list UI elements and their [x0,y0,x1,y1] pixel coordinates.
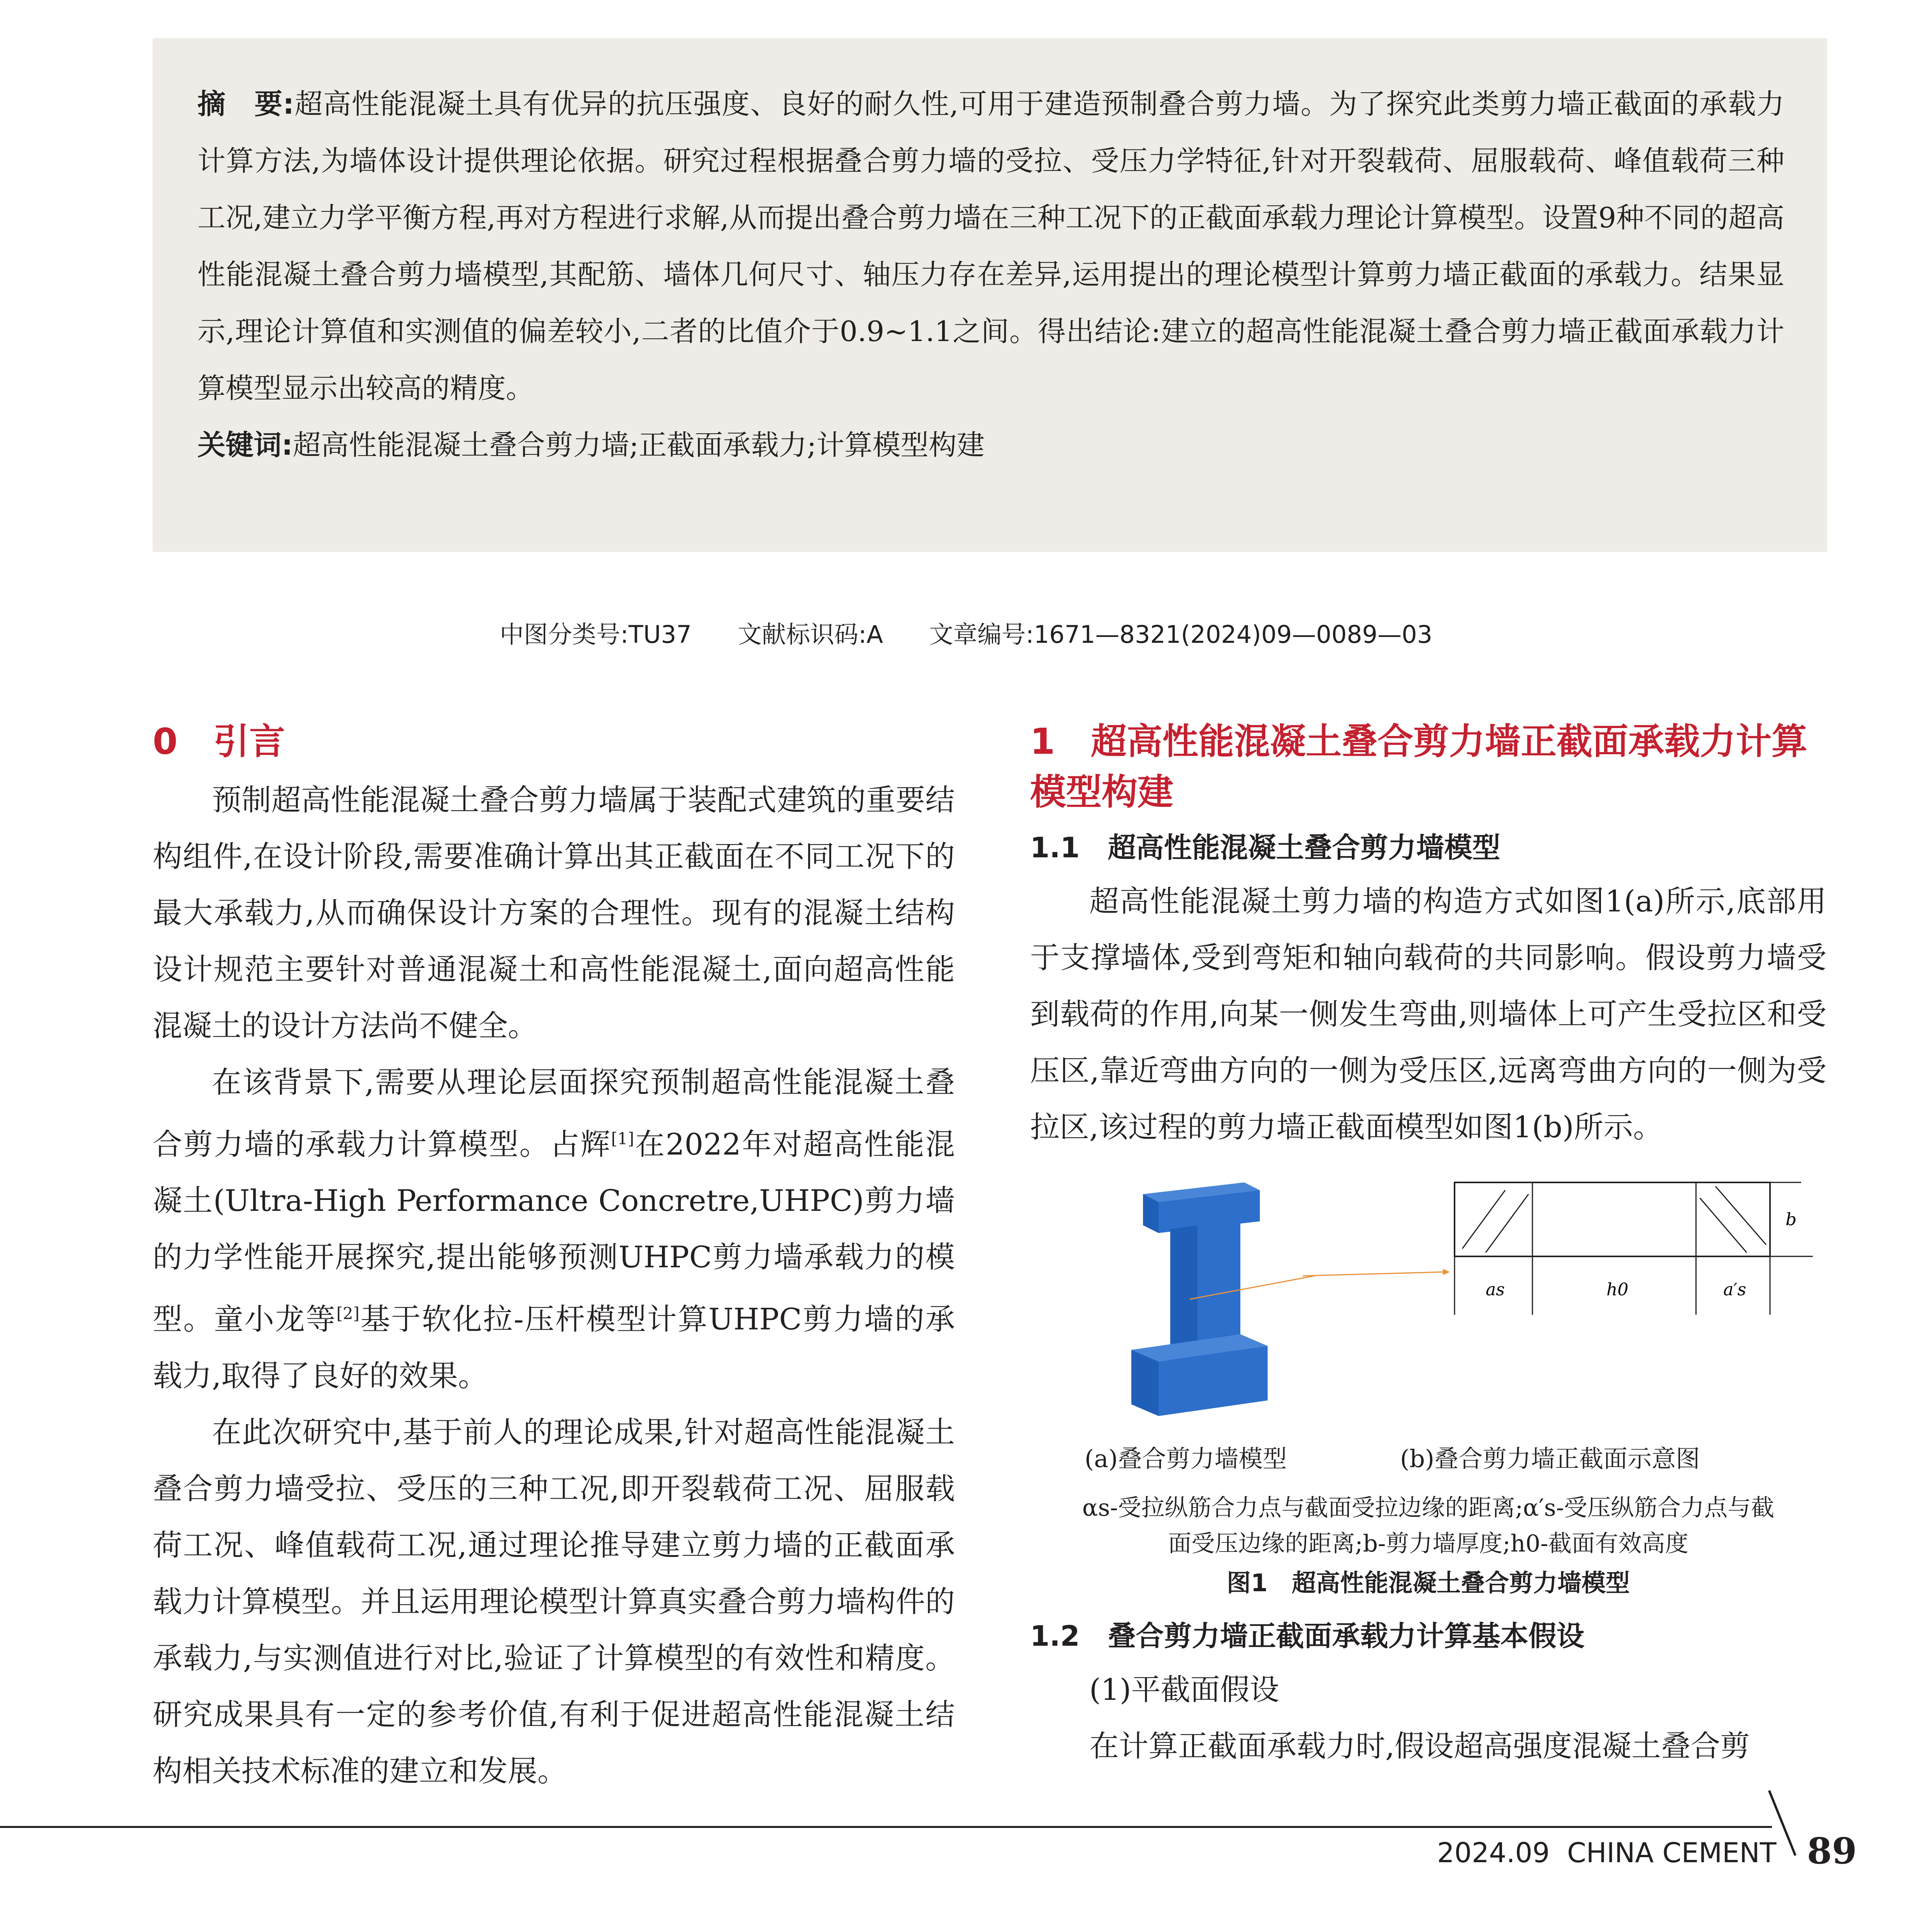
subcaption-b: (b)叠合剪力墙正截面示意图 [1400,1444,1700,1473]
label-b: b [1786,1210,1797,1230]
intro-paragraph-3: 在此次研究中,基于前人的理论成果,针对超高性能混凝土叠合剪力墙受拉、受压的三种工况,即开裂载荷工况、屈服载荷工况、峰值载荷工况,通过理论推导建立剪力墙的正截面承载力计算模型。并且运用理论模型计算真实叠合剪力墙构件的承载力,与实测值进行对比,验证了计算模型的有效性和精度。研究成果具有一定的参考价值,有利于促进超高性能混凝土结构相关技术标准的建立和发展。 [153,1414,955,1788]
assumption-item-1: (1)平截面假设 [1089,1672,1279,1707]
abstract-paragraph [197,76,1784,417]
model-paragraph: 超高性能混凝土剪力墙的构造方式如图1(a)所示,底部用于支撑墙体,受到弯矩和轴向载荷的共同影响。假设剪力墙受到载荷的作用,向某一侧发生弯曲,则墙体上可产生受拉区和受压区,靠近弯曲方向的一侧为受压区,远离弯曲方向的一侧为受拉区,该过程的剪力墙正截面模型如图1(b)所示。 [1030,884,1826,1144]
clc-label: 中图分类号: [499,620,629,649]
subsection-1-2-title: 1.2 叠合剪力墙正截面承载力计算基本假设 [1030,1620,1585,1652]
figure-1 [1030,1163,1826,1611]
article-no-label: 文章编号: [929,620,1034,649]
label-h0: h0 [1606,1280,1629,1300]
keywords-text: 超高性能混凝土叠合剪力墙;正截面承载力;计算模型构建 [292,429,985,461]
right-column [1030,716,1826,1774]
intro-p2-part-c: 基于软化拉-压杆模型计算UHPC剪力墙的承载力,取得了良好的效果。 [153,1302,955,1393]
article-no-value: 1671—8321(2024)09—0089—03 [1034,620,1433,649]
footer-rule [0,1826,1772,1828]
assumption-paragraph: 在计算正截面承载力时,假设超高强度混凝土叠合剪 [1089,1729,1750,1763]
section-0-title: 0 引言 [153,721,285,762]
intro-p2-part-a: 在该背景下,需要从理论层面探究预制超高性能混凝土叠合剪力墙的承载力计算模型。占辉 [153,1065,955,1162]
figure-caption: 图1 超高性能混凝土叠合剪力墙模型 [1226,1569,1630,1597]
subcaption-a: (a)叠合剪力墙模型 [1085,1444,1287,1473]
abstract-label: 摘 要: [197,88,294,120]
intro-p2-part-b: 在2022年对超高性能混凝土(Ultra-High Performance Concretre,UHPC)剪力墙的力学性能开展探究,提出能够预测UHPC剪力墙承载力的模型。童小龙等 [153,1127,955,1337]
cross-section-diagram [1451,1175,1813,1338]
label-as-prime: a′s [1723,1280,1746,1300]
keywords-paragraph [197,417,1784,473]
left-column [153,716,955,1799]
figure-note-line-1: αs-受拉纵筋合力点与截面受拉边缘的距离;α′s-受压纵筋合力点与截 [1082,1494,1774,1522]
intro-paragraph-2 [153,1054,955,1404]
keywords-label: 关键词: [197,429,293,461]
figure-notes [1030,1490,1826,1604]
journal-footer: 2024.09 CHINA CEMENT [1437,1837,1777,1869]
citation-2: [2] [336,1304,360,1323]
subsection-1-1-title: 1.1 超高性能混凝土叠合剪力墙模型 [1030,831,1501,864]
section-1-title: 1 超高性能混凝土叠合剪力墙正截面承载力计算模型构建 [1030,721,1808,813]
citation-1: [1] [611,1129,634,1148]
doc-code-label: 文献标识码: [738,620,867,649]
page-number: 89 [1807,1830,1857,1872]
label-as: as [1486,1280,1505,1300]
clc-value: TU37 [628,620,692,649]
doc-code-value: A [866,620,883,649]
classification-line [0,615,1932,650]
arrow-icon [1303,1260,1451,1284]
figure-note-line-2: 面受压边缘的距离;b-剪力墙厚度;h0-截面有效高度 [1168,1530,1689,1557]
wall-model-image [1127,1182,1353,1424]
abstract-box [153,38,1827,552]
intro-paragraph-1: 预制超高性能混凝土叠合剪力墙属于装配式建筑的重要结构组件,在设计阶段,需要准确计算出其正截面在不同工况下的最大承载力,从而确保设计方案的合理性。现有的混凝土结构设计规范主要针对普通混凝土和高性能混凝土,面向超高性能混凝土的设计方法尚不健全。 [153,783,955,1043]
abstract-text: 超高性能混凝土具有优异的抗压强度、良好的耐久性,可用于建造预制叠合剪力墙。为了探究此类剪力墙正截面的承载力计算方法,为墙体设计提供理论依据。研究过程根据叠合剪力墙的受拉、受压力学特征,针对开裂载荷、屈服载荷、峰值载荷三种工况,建立力学平衡方程,再对方程进行求解,从而提出叠合剪力墙在三种工况下的正截面承载力理论计算模型。设置9种不同的超高性能混凝土叠合剪力墙模型,其配筋、墙体几何尺寸、轴压力存在差异,运用提出的理论模型计算剪力墙正截面的承载力。结果显示,理论计算值和实测值的偏差较小,二者的比值介于0.9~1.1之间。得出结论:建立的超高性能混凝土叠合剪力墙正截面承载力计算模型显示出较高的精度。 [197,88,1784,405]
